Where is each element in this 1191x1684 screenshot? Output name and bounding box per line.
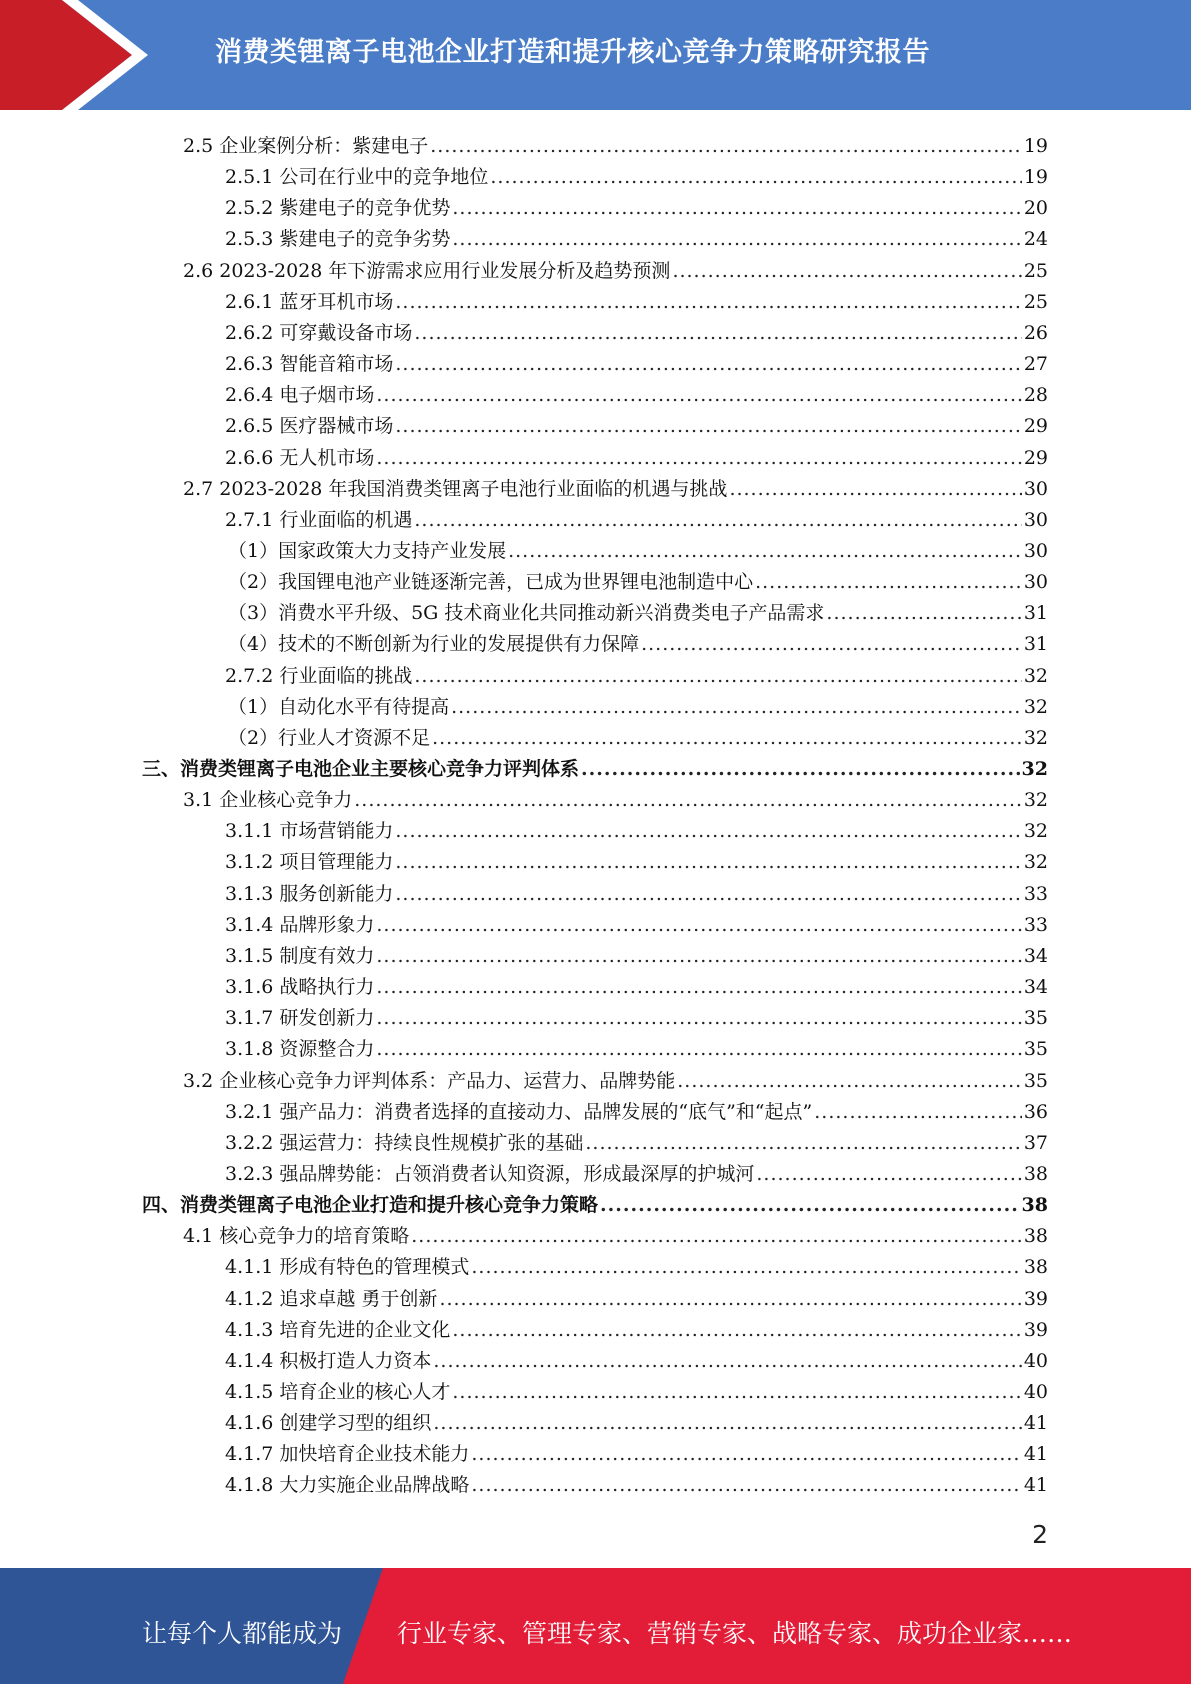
toc-dot-leader	[508, 539, 1022, 563]
toc-entry-title: 4.1.2 追求卓越 勇于创新	[225, 1288, 438, 1310]
toc-entry-title: 2.6.3 智能音箱市场	[225, 353, 394, 375]
toc-entry[interactable]	[225, 937, 1048, 968]
toc-entry-title: （2）行业人才资源不足	[228, 727, 431, 749]
toc-entry-title: 2.6 2023-2028 年下游需求应用行业发展分析及趋势预测	[183, 260, 671, 282]
toc-entry-page: 30	[1023, 571, 1048, 593]
toc-entry-page: 29	[1023, 447, 1048, 469]
toc-dot-leader	[376, 944, 1021, 968]
toc-entry[interactable]	[225, 439, 1048, 470]
toc-entry-page: 19	[1023, 166, 1048, 188]
toc-entry[interactable]	[225, 283, 1048, 314]
toc-dot-leader	[376, 913, 1021, 937]
toc-entry[interactable]	[228, 625, 1048, 656]
toc-entry-page: 33	[1023, 914, 1048, 936]
toc-entry[interactable]	[228, 719, 1048, 750]
toc-dot-leader	[826, 601, 1021, 625]
toc-entry-page: 30	[1023, 540, 1048, 562]
toc-entry-page: 40	[1023, 1381, 1048, 1403]
footer-slogan-left: 让每个人都能成为	[142, 1619, 343, 1648]
toc-entry-title: 4.1.5 培育企业的核心人才	[225, 1381, 451, 1403]
toc-entry[interactable]	[225, 1373, 1048, 1404]
toc-entry[interactable]	[228, 563, 1048, 594]
toc-entry[interactable]	[225, 189, 1048, 220]
toc-entry-page: 29	[1023, 415, 1048, 437]
toc-entry[interactable]	[225, 1030, 1048, 1061]
report-title: 消费类锂离子电池企业打造和提升核心竞争力策略研究报告	[215, 37, 930, 68]
toc-entry[interactable]	[225, 1342, 1048, 1373]
toc-entry-page: 39	[1023, 1319, 1048, 1341]
toc-entry-title: 2.6.1 蓝牙耳机市场	[225, 291, 394, 313]
footer-slogan-right: 行业专家、管理专家、营销专家、战略专家、成功企业家……	[397, 1619, 1073, 1648]
toc-dot-leader	[376, 383, 1021, 407]
toc-dot-leader	[395, 882, 1021, 906]
toc-entry-page: 30	[1023, 478, 1048, 500]
toc-entry-page: 32	[1023, 851, 1048, 873]
toc-dot-leader	[756, 1162, 1021, 1186]
toc-entry[interactable]	[225, 376, 1048, 407]
toc-dot-leader	[585, 1131, 1021, 1155]
toc-dot-leader	[414, 321, 1021, 345]
toc-entry[interactable]	[225, 968, 1048, 999]
toc-entry-page: 38	[1023, 1225, 1048, 1247]
toc-dot-leader	[471, 1255, 1021, 1279]
page-number: 2	[1032, 1520, 1048, 1549]
toc-entry-title: 4.1.1 形成有特色的管理模式	[225, 1256, 470, 1278]
toc-dot-leader	[439, 1287, 1021, 1311]
toc-entry-title: 2.5 企业案例分析：紫建电子	[183, 135, 429, 157]
toc-dot-leader	[672, 259, 1021, 283]
toc-entry-title: 3.1.3 服务创新能力	[225, 883, 394, 905]
toc-entry-title: 3.1.1 市场营销能力	[225, 820, 394, 842]
toc-entry-page: 31	[1023, 602, 1048, 624]
toc-dot-leader	[581, 757, 1020, 781]
toc-entry-page: 36	[1023, 1101, 1048, 1123]
toc-entry-page: 37	[1023, 1132, 1048, 1154]
toc-entry-page: 40	[1023, 1350, 1048, 1372]
toc-entry-page: 32	[1023, 789, 1048, 811]
toc-entry-page: 27	[1023, 353, 1048, 375]
toc-entry[interactable]	[225, 345, 1048, 376]
toc-entry-title: 2.5.1 公司在行业中的竞争地位	[225, 166, 489, 188]
toc-entry-page: 35	[1023, 1007, 1048, 1029]
toc-dot-leader	[354, 788, 1022, 812]
toc-dot-leader	[395, 414, 1021, 438]
toc-entry-title: 3.1.4 品牌形象力	[225, 914, 375, 936]
toc-entry-page: 24	[1023, 228, 1048, 250]
toc-dot-leader	[414, 664, 1021, 688]
toc-entry-page: 30	[1023, 509, 1048, 531]
toc-entry-title: 3.1.7 研发创新力	[225, 1007, 375, 1029]
toc-entry[interactable]	[183, 127, 1048, 158]
toc-entry-title: （3）消费水平升级、5G 技术商业化共同推动新兴消费类电子产品需求	[228, 602, 825, 624]
toc-entry-page: 28	[1023, 384, 1048, 406]
toc-entry[interactable]	[183, 470, 1048, 501]
toc-entry[interactable]	[225, 1404, 1048, 1435]
toc-dot-leader	[432, 726, 1022, 750]
toc-entry[interactable]	[225, 1124, 1048, 1155]
toc-entry[interactable]	[225, 1248, 1048, 1279]
toc-dot-leader	[414, 508, 1021, 532]
toc-entry[interactable]	[228, 594, 1048, 625]
toc-entry-title: 4.1 核心竞争力的培育策略	[183, 1225, 410, 1247]
toc-entry-page: 25	[1023, 291, 1048, 313]
toc-entry-title: 2.6.5 医疗器械市场	[225, 415, 394, 437]
toc-dot-leader	[376, 975, 1021, 999]
toc-entry-title: （2）我国锂电池产业链逐渐完善，已成为世界锂电池制造中心	[228, 571, 754, 593]
toc-entry-page: 25	[1023, 260, 1048, 282]
toc-entry[interactable]	[225, 657, 1048, 688]
toc-dot-leader	[471, 1442, 1021, 1466]
toc-entry[interactable]	[225, 1280, 1048, 1311]
toc-entry-page: 32	[1021, 758, 1048, 780]
toc-entry[interactable]	[225, 1435, 1048, 1466]
toc-entry-title: 2.6.6 无人机市场	[225, 447, 375, 469]
toc-entry-title: 4.1.6 创建学习型的组织	[225, 1412, 432, 1434]
toc-dot-leader	[677, 1069, 1022, 1093]
toc-dot-leader	[411, 1224, 1022, 1248]
toc-entry[interactable]	[142, 750, 1048, 781]
toc-entry-title: 3.1.8 资源整合力	[225, 1038, 375, 1060]
toc-entry-title: 3.2 企业核心竞争力评判体系：产品力、运营力、品牌势能	[183, 1070, 676, 1092]
toc-entry[interactable]	[225, 407, 1048, 438]
toc-entry[interactable]	[225, 906, 1048, 937]
toc-entry-page: 20	[1023, 197, 1048, 219]
toc-entry[interactable]	[225, 812, 1048, 843]
toc-dot-leader	[376, 1037, 1021, 1061]
toc-dot-leader	[452, 196, 1021, 220]
toc-dot-leader	[452, 1318, 1021, 1342]
toc-dot-leader	[395, 290, 1021, 314]
toc-entry-title: 4.1.3 培育先进的企业文化	[225, 1319, 451, 1341]
toc-entry-page: 32	[1023, 696, 1048, 718]
toc-entry-page: 34	[1023, 976, 1048, 998]
toc-dot-leader	[395, 352, 1021, 376]
toc-entry[interactable]	[225, 1311, 1048, 1342]
toc-entry-page: 41	[1023, 1443, 1048, 1465]
toc-entry[interactable]	[225, 501, 1048, 532]
toc-entry-title: 3.1 企业核心竞争力	[183, 789, 353, 811]
toc-dot-leader	[395, 819, 1021, 843]
toc-entry[interactable]	[142, 1186, 1048, 1217]
toc-entry-title: 四、消费类锂离子电池企业打造和提升核心竞争力策略	[142, 1194, 599, 1216]
toc-entry-title: （1）自动化水平有待提高	[228, 696, 450, 718]
toc-entry[interactable]	[183, 252, 1048, 283]
toc-entry-page: 38	[1021, 1194, 1048, 1216]
toc-entry[interactable]	[225, 158, 1048, 189]
toc-dot-leader	[471, 1473, 1021, 1497]
toc-entry-page: 34	[1023, 945, 1048, 967]
toc-entry-title: 3.1.2 项目管理能力	[225, 851, 394, 873]
toc-entry[interactable]	[225, 999, 1048, 1030]
toc-entry-page: 41	[1023, 1474, 1048, 1496]
toc-dot-leader	[814, 1100, 1022, 1124]
toc-entry[interactable]	[225, 875, 1048, 906]
toc-entry-page: 38	[1023, 1256, 1048, 1278]
toc-entry-title: 4.1.4 积极打造人力资本	[225, 1350, 432, 1372]
toc-dot-leader	[433, 1411, 1021, 1435]
footer-banner	[0, 1568, 1191, 1684]
toc-entry-page: 41	[1023, 1412, 1048, 1434]
toc-entry-title: 3.2.3 强品牌势能：占领消费者认知资源，形成最深厚的护城河	[225, 1163, 755, 1185]
toc-entry-title: 3.1.6 战略执行力	[225, 976, 375, 998]
toc-entry-page: 19	[1023, 135, 1048, 157]
toc-dot-leader	[433, 1349, 1021, 1373]
toc-entry-title: 2.5.2 紫建电子的竞争优势	[225, 197, 451, 219]
toc-entry[interactable]	[228, 532, 1048, 563]
toc-entry-title: 2.6.4 电子烟市场	[225, 384, 375, 406]
toc-entry-title: 3.1.5 制度有效力	[225, 945, 375, 967]
toc-entry[interactable]	[225, 1155, 1048, 1186]
toc-entry-page: 31	[1023, 633, 1048, 655]
header-arrow-decoration	[0, 0, 200, 110]
toc-dot-leader	[395, 850, 1021, 874]
toc-dot-leader	[451, 695, 1022, 719]
toc-entry[interactable]	[225, 314, 1048, 345]
toc-entry-title: （4）技术的不断创新为行业的发展提供有力保障	[228, 633, 640, 655]
toc-dot-leader	[452, 1380, 1021, 1404]
toc-dot-leader	[376, 1006, 1021, 1030]
toc-dot-leader	[729, 477, 1021, 501]
toc-entry-page: 38	[1023, 1163, 1048, 1185]
toc-entry-title: 三、消费类锂离子电池企业主要核心竞争力评判体系	[142, 758, 580, 780]
toc-dot-leader	[452, 227, 1021, 251]
toc-entry-page: 35	[1023, 1038, 1048, 1060]
toc-entry-title: 2.7.1 行业面临的机遇	[225, 509, 413, 531]
toc-entry-page: 32	[1023, 727, 1048, 749]
toc-entry-page: 32	[1023, 820, 1048, 842]
toc-dot-leader	[376, 446, 1021, 470]
toc-entry-page: 33	[1023, 883, 1048, 905]
toc-entry-title: 2.7.2 行业面临的挑战	[225, 665, 413, 687]
toc-entry-title: （1）国家政策大力支持产业发展	[228, 540, 507, 562]
toc-entry-title: 4.1.7 加快培育企业技术能力	[225, 1443, 470, 1465]
toc-dot-leader	[600, 1193, 1020, 1217]
toc-entry-page: 39	[1023, 1288, 1048, 1310]
toc-dot-leader	[641, 632, 1022, 656]
toc-entry-page: 26	[1023, 322, 1048, 344]
toc-entry[interactable]	[225, 843, 1048, 874]
toc-dot-leader	[430, 134, 1022, 158]
toc-entry[interactable]	[228, 688, 1048, 719]
toc-entry-title: 2.5.3 紫建电子的竞争劣势	[225, 228, 451, 250]
toc-dot-leader	[755, 570, 1022, 594]
toc-entry-title: 4.1.8 大力实施企业品牌战略	[225, 1474, 470, 1496]
toc-entry[interactable]	[183, 781, 1048, 812]
toc-entry[interactable]	[225, 220, 1048, 251]
toc-dot-leader	[490, 165, 1021, 189]
toc-entry-title: 3.2.1 强产品力：消费者选择的直接动力、品牌发展的“底气”和“起点”	[225, 1101, 813, 1123]
header-banner	[0, 0, 1191, 110]
toc-entry-page: 32	[1023, 665, 1048, 687]
toc-entry-title: 2.7 2023-2028 年我国消费类锂离子电池行业面临的机遇与挑战	[183, 478, 728, 500]
toc-entry[interactable]	[183, 1062, 1048, 1093]
toc-entry[interactable]	[225, 1466, 1048, 1497]
toc-entry-title: 2.6.2 可穿戴设备市场	[225, 322, 413, 344]
toc-entry-page: 35	[1023, 1070, 1048, 1092]
toc-entry-title: 3.2.2 强运营力：持续良性规模扩张的基础	[225, 1132, 584, 1154]
toc-entry[interactable]	[183, 1217, 1048, 1248]
toc-entry[interactable]	[225, 1093, 1048, 1124]
